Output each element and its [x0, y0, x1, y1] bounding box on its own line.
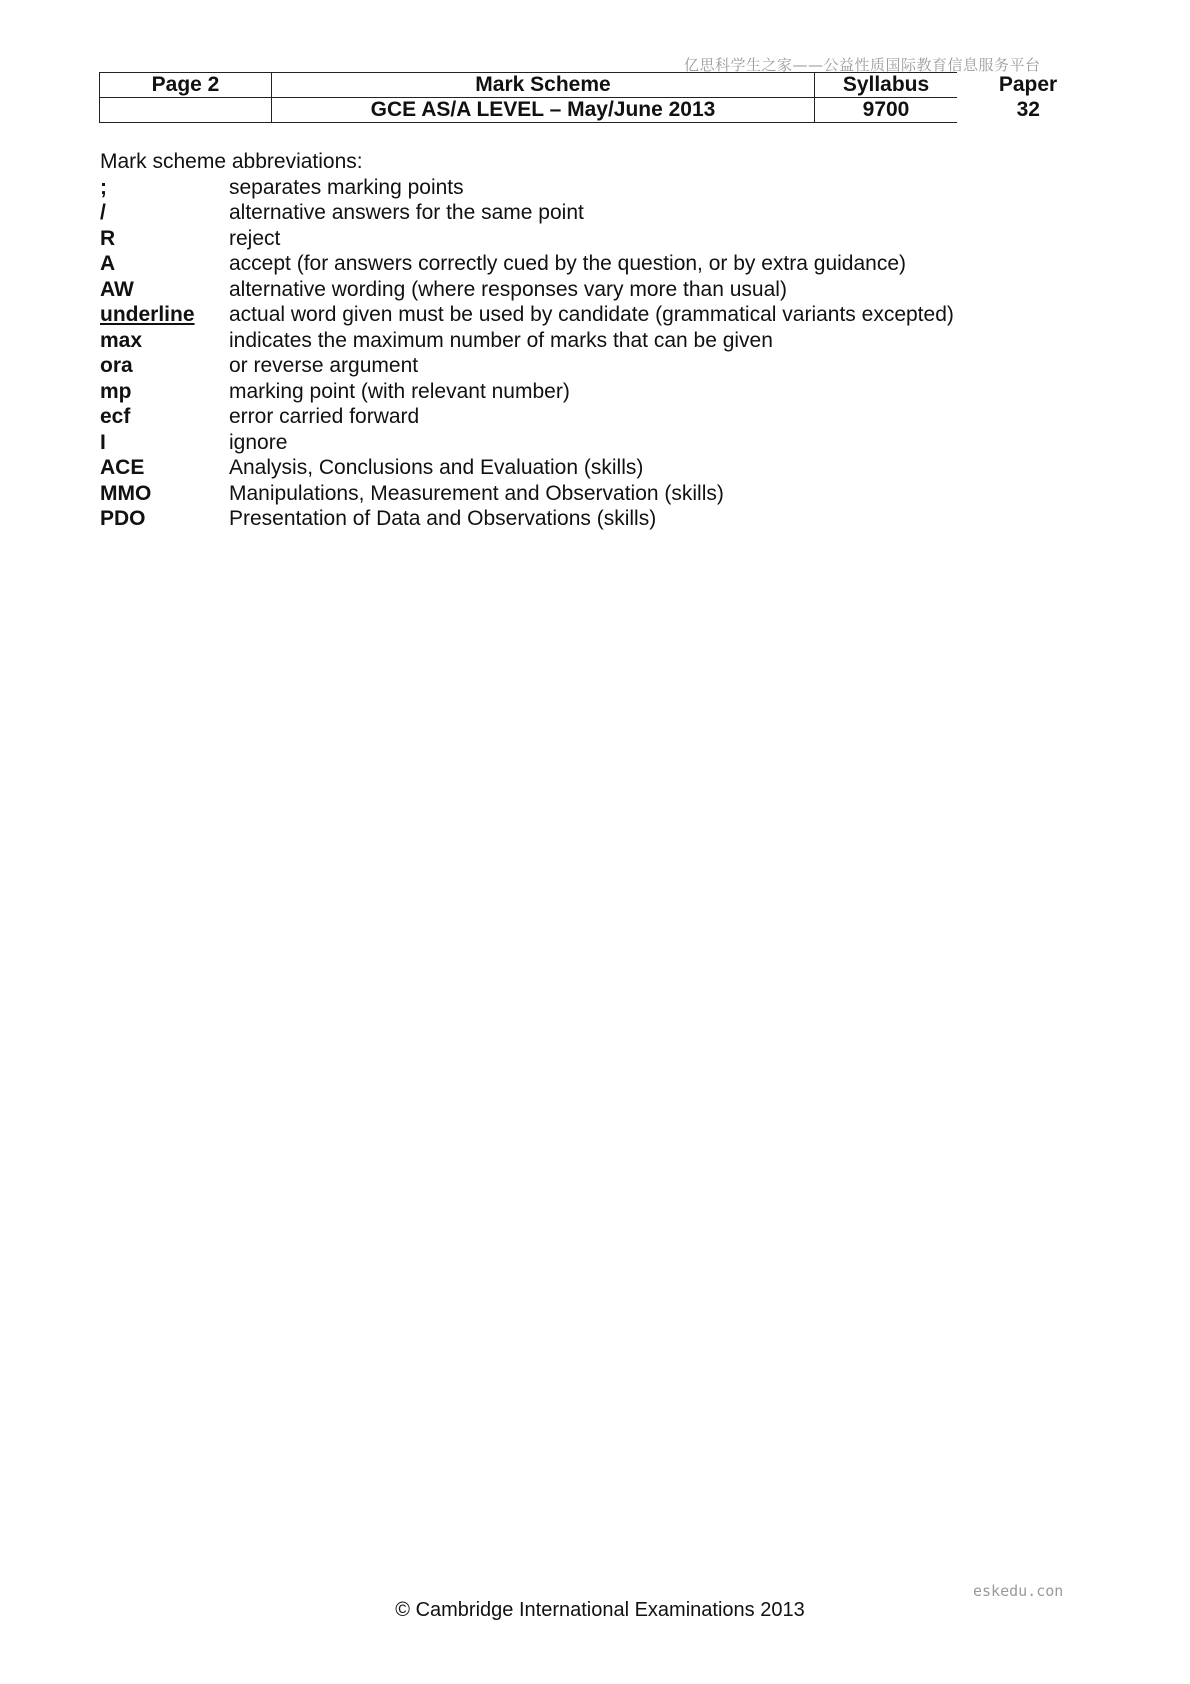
abbreviations-heading: Mark scheme abbreviations:: [100, 150, 363, 173]
abbreviation-row: [100, 481, 954, 507]
abbreviation-description: actual word given must be used by candidate (grammatical variants excepted): [229, 303, 954, 326]
abbreviation-description: ignore: [229, 430, 288, 454]
abbreviation-code: I: [100, 430, 106, 454]
abbreviation-code: mp: [100, 379, 132, 403]
abbreviation-code: AW: [100, 277, 134, 301]
abbreviation-description: reject: [229, 226, 281, 250]
page-number-cell: Page 2: [100, 73, 272, 98]
syllabus-label-cell: Syllabus: [815, 73, 958, 98]
abbreviation-row: [100, 302, 954, 328]
abbreviation-code: MMO: [100, 481, 152, 505]
paper-label-cell: Paper: [998, 73, 1058, 96]
abbreviation-row: [100, 200, 954, 226]
abbreviation-code: max: [100, 328, 143, 352]
empty-cell: [100, 98, 272, 123]
abbreviation-row: [100, 226, 954, 252]
abbreviation-row: [100, 353, 954, 379]
header-row-1: [100, 73, 1100, 98]
abbreviation-code: /: [100, 201, 106, 224]
document-title-cell: Mark Scheme: [272, 73, 815, 98]
abbreviation-description: Manipulations, Measurement and Observation (skills): [229, 481, 724, 505]
abbreviation-description: error carried forward: [229, 405, 420, 428]
abbreviation-row: [100, 404, 954, 430]
abbreviations-section: [100, 149, 954, 532]
abbreviation-row: [100, 430, 954, 456]
abbreviation-description: accept (for answers correctly cued by the question, or by extra guidance): [229, 252, 907, 275]
abbreviation-row: [100, 277, 954, 303]
exam-session-cell: GCE AS/A LEVEL – May/June 2013: [272, 98, 815, 123]
abbreviation-row: [100, 455, 954, 481]
abbreviation-description: or reverse argument: [229, 354, 419, 377]
abbreviations-list: [100, 175, 954, 532]
copyright-footer: © Cambridge International Examinations 2013: [395, 1599, 805, 1621]
syllabus-code-cell: 9700: [815, 98, 958, 123]
abbreviation-code: ;: [100, 175, 107, 199]
abbreviation-row: [100, 506, 954, 532]
paper-number-cell: 32: [1016, 98, 1040, 121]
abbreviation-description: indicates the maximum number of marks that can be given: [229, 328, 773, 352]
abbreviation-description: separates marking points: [229, 175, 464, 199]
abbreviation-row: [100, 379, 954, 405]
abbreviation-code: underline: [100, 303, 195, 326]
abbreviation-description: alternative wording (where responses vary more than usual): [229, 277, 787, 301]
abbreviation-code: ora: [100, 354, 133, 377]
abbreviation-code: ecf: [100, 405, 131, 428]
abbreviation-row: [100, 328, 954, 354]
abbreviation-code: A: [100, 252, 116, 275]
abbreviation-description: Analysis, Conclusions and Evaluation (skills): [229, 456, 644, 479]
watermark-top: 亿思科学生之家——公益性质国际教育信息服务平台: [684, 56, 1041, 74]
abbreviation-code: PDO: [100, 507, 146, 530]
header-row-2: [100, 98, 1100, 123]
header-table: [99, 72, 1100, 123]
abbreviation-description: marking point (with relevant number): [229, 379, 570, 403]
abbreviation-row: [100, 175, 954, 201]
abbreviation-code: R: [100, 226, 116, 250]
abbreviation-code: ACE: [100, 456, 145, 479]
watermark-bottom: eskedu.con: [973, 1582, 1064, 1600]
abbreviation-row: [100, 251, 954, 277]
abbreviation-description: alternative answers for the same point: [229, 201, 584, 224]
abbreviation-description: Presentation of Data and Observations (skills): [229, 507, 657, 530]
